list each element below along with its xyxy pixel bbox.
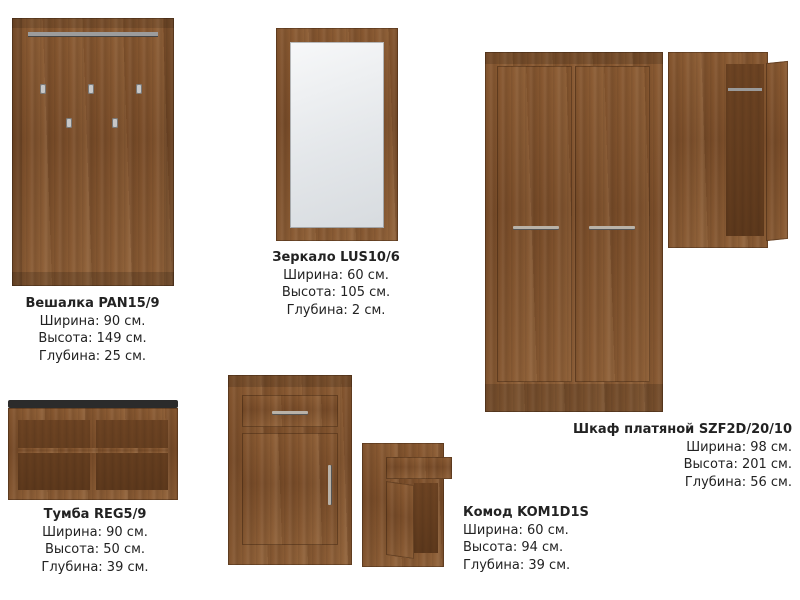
- dresser-top: [228, 375, 352, 387]
- bench-shelf-board: [18, 448, 168, 453]
- product-height: Высота: 201 см.: [683, 457, 792, 472]
- dresser-open-drawer: [386, 457, 452, 479]
- door-handle-icon: [513, 226, 559, 229]
- product-height: Высота: 105 см.: [281, 285, 391, 300]
- product-depth: Глубина: 56 см.: [684, 474, 792, 490]
- product-title: Шкаф платяной SZF2D/20/10: [573, 422, 792, 437]
- bench-shelf-left: [18, 420, 90, 490]
- dresser-door: [242, 433, 338, 545]
- hanging-rail: [728, 88, 762, 91]
- dresser-open-image: [358, 443, 454, 567]
- dresser-open-door: [386, 481, 414, 559]
- product-height: Высота: 94 см.: [463, 540, 564, 555]
- mirror-glass: [290, 42, 384, 228]
- door-handle-icon: [589, 226, 635, 229]
- wardrobe-caption: [520, 421, 792, 491]
- coat-rack-rail: [28, 32, 158, 36]
- hook-icon: [66, 118, 72, 128]
- bench-shelf-right: [96, 420, 168, 490]
- bench-caption: [0, 506, 190, 576]
- wardrobe-open-door: [766, 61, 788, 241]
- wardrobe-closed-image: [485, 52, 663, 412]
- product-title: Вешалка PAN15/9: [25, 296, 160, 311]
- product-depth: Глубина: 2 см.: [286, 302, 386, 318]
- product-title: Зеркало LUS10/6: [272, 250, 400, 265]
- coat-rack-caption: [0, 295, 185, 365]
- product-height: Высота: 149 см.: [38, 331, 147, 346]
- hook-icon: [40, 84, 46, 94]
- wardrobe-plinth: [485, 384, 663, 412]
- coat-rack-image: [12, 18, 174, 286]
- wardrobe-door-left: [497, 66, 572, 382]
- hook-icon: [136, 84, 142, 94]
- bench-image: [8, 400, 178, 500]
- product-width: Ширина: 98 см.: [686, 439, 792, 455]
- product-width: Ширина: 60 см.: [283, 267, 389, 283]
- product-depth: Глубина: 25 см.: [38, 348, 147, 364]
- door-handle-icon: [328, 465, 331, 505]
- product-depth: Глубина: 39 см.: [463, 557, 571, 573]
- coat-rack-top-frame: [12, 18, 174, 28]
- bench-cushion: [8, 400, 178, 408]
- drawer-handle-icon: [272, 411, 308, 414]
- product-width: Ширина: 90 см.: [42, 524, 148, 540]
- coat-rack-bottom-frame: [12, 272, 174, 286]
- mirror-image: [276, 28, 398, 241]
- product-width: Ширина: 90 см.: [39, 313, 146, 329]
- coat-rack-left-frame: [12, 18, 22, 286]
- dresser-closed-image: [228, 375, 352, 565]
- dresser-caption: [463, 504, 663, 574]
- wardrobe-door-right: [575, 66, 650, 382]
- hook-icon: [88, 84, 94, 94]
- mirror-caption: [246, 249, 426, 319]
- product-depth: Глубина: 39 см.: [41, 559, 149, 575]
- wardrobe-open-image: [668, 52, 792, 248]
- product-title: Комод KOM1D1S: [463, 505, 589, 520]
- hook-icon: [112, 118, 118, 128]
- product-height: Высота: 50 см.: [44, 542, 146, 557]
- coat-rack-right-frame: [164, 18, 174, 286]
- product-title: Тумба REG5/9: [43, 507, 147, 522]
- product-width: Ширина: 60 см.: [463, 522, 569, 538]
- wardrobe-top: [485, 52, 663, 64]
- dresser-open-interior: [414, 483, 438, 553]
